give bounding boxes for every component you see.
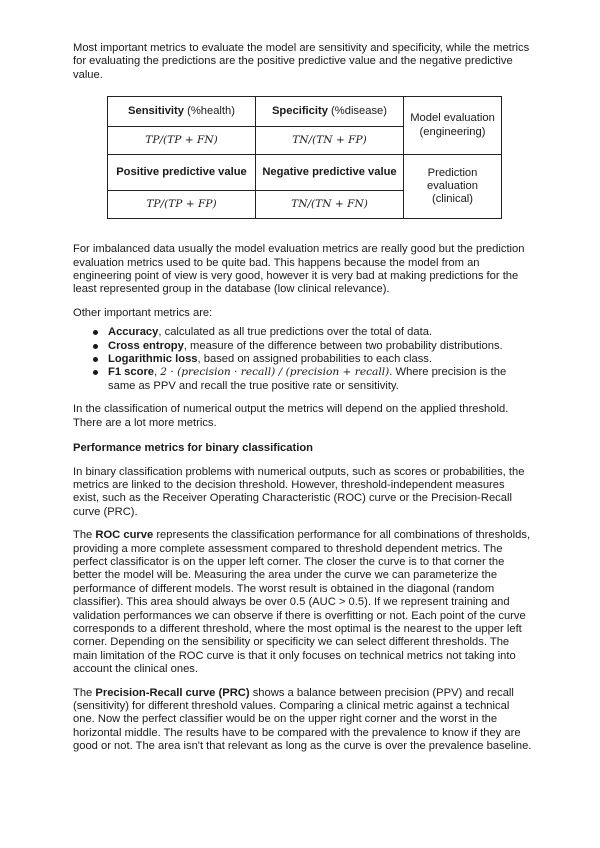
metrics-list xyxy=(73,326,533,393)
list-item: Logarithmic loss, based on assigned probabilities to each class. xyxy=(93,353,533,366)
roc-paragraph: The ROC curve represents the classification performance for all combinations of thresholds, providing a more complete assessment compared to threshold dependent metrics. The perfect classificator is on the upper left corner. The closer the curve is to that corner the better the model will be. Measuring the area under the curve we can parameterize the performance of different models. The worst result is obtained in the diagonal (random classifier). This area should always be over 0.5 (AUC > 0.5). If we represent training and validation performances we can observe if there is overfitting or not. Each point of the curve corresponds to a different threshold, where the most optimal is the nearest to the upper left corner. Depending on the sensibility or specificity we can select different thresholds. The main limitation of the ROC curve is that it only focuses on technical metrics not taking into account the clinical ones. xyxy=(73,529,531,676)
sensitivity-formula: TP/(TP + FN) xyxy=(108,127,256,155)
bullet-icon xyxy=(93,357,98,362)
classification-paragraph: In the classification of numerical output the metrics will depend on the applied threshold. There are a lot more metrics. xyxy=(73,403,509,429)
list-item: F1 score, 2 · (precision · recall) / (precision + recall). Where precision is the same as PPV and recall the true positive rate or sensitivity. xyxy=(93,366,533,393)
npv-formula: TN/(TN + FN) xyxy=(256,191,404,219)
ppv-header: Positive predictive value xyxy=(108,155,256,191)
bullet-icon xyxy=(93,370,98,375)
document-page xyxy=(73,42,533,754)
bullet-icon xyxy=(93,330,98,335)
f1-formula: 2 · (precision · recall) / (precision + recall) xyxy=(160,366,390,379)
imbalanced-paragraph: For imbalanced data usually the model evaluation metrics are really good but the prediction evaluation metrics used to be quite bad. This happens because the model from an engineering point of view is very good, however it is very bad at making predictions for the least represented group in the database (low clinical relevance). xyxy=(73,243,525,296)
specificity-formula: TN/(TN + FP) xyxy=(256,127,404,155)
section-heading: Performance metrics for binary classification xyxy=(73,442,314,455)
binary-intro-paragraph: In binary classification problems with numerical outputs, such as scores or probabilities, the metrics are linked to the decision threshold. However, threshold-independent measures exist, such as the Receiver Operating Characteristic (ROC) curve or the Precision-Recall curve (PRC). xyxy=(73,465,525,518)
metrics-table xyxy=(107,96,502,219)
sensitivity-header: Sensitivity (%health) xyxy=(108,97,256,127)
prediction-evaluation-cell: Prediction evaluation (clinical) xyxy=(404,155,502,219)
list-item: Accuracy, calculated as all true predictions over the total of data. xyxy=(93,326,533,339)
bullet-icon xyxy=(93,344,98,349)
other-metrics-intro: Other important metrics are: xyxy=(73,306,213,319)
npv-header: Negative predictive value xyxy=(256,155,404,191)
intro-paragraph: Most important metrics to evaluate the model are sensitivity and specificity, while the metrics for evaluating the predictions are the positive predictive value and the negative predictive value. xyxy=(73,42,530,81)
specificity-header: Specificity (%disease) xyxy=(256,97,404,127)
prc-paragraph: The Precision-Recall curve (PRC) shows a balance between precision (PPV) and recall (sensitivity) for different threshold values. Comparing a clinical metric against a technical one. Now the perfect classifier would be on the upper right corner and the worst in the horizontal middle. The results have to be compared with the prevalence to know if they are good or not. The area isn't that relevant as long as the curve is over the prevalence baseline. xyxy=(73,686,532,753)
list-item: Cross entropy, measure of the difference between two probability distributions. xyxy=(93,340,533,353)
model-evaluation-cell: Model evaluation (engineering) xyxy=(404,97,502,155)
ppv-formula: TP/(TP + FP) xyxy=(108,191,256,219)
